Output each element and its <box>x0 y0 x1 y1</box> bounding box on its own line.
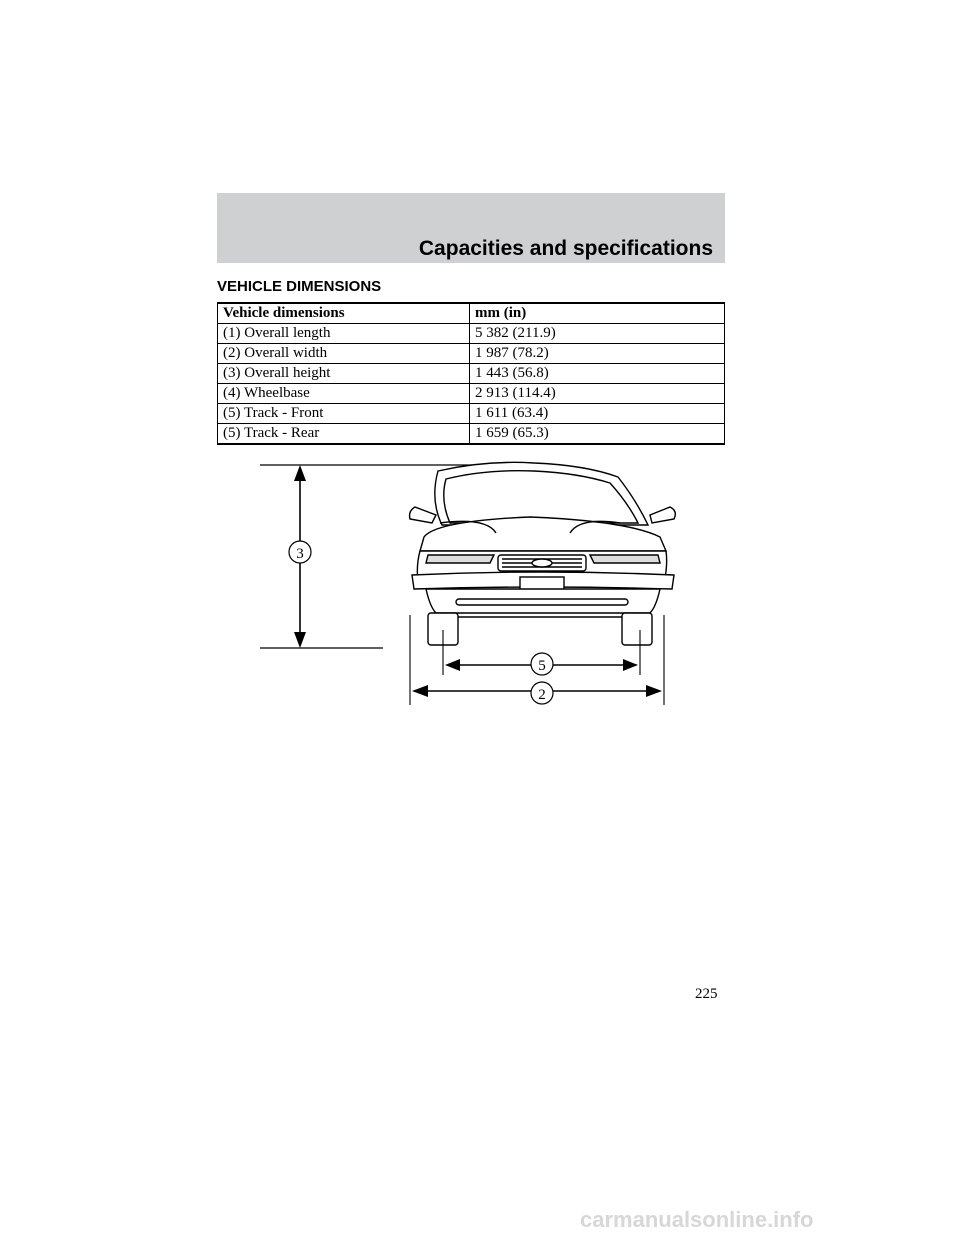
chapter-header-band <box>217 193 725 263</box>
row-value: 2 913 (114.4) <box>470 384 725 404</box>
chapter-title: Capacities and specifications <box>418 237 713 260</box>
column-header-value: mm (in) <box>470 303 725 324</box>
track-callout-label: 5 <box>538 658 546 674</box>
row-value: 1 443 (56.8) <box>470 364 725 384</box>
table-row <box>218 364 725 384</box>
vehicle-dimensions-table <box>217 302 725 445</box>
table-row <box>218 384 725 404</box>
section-title: VEHICLE DIMENSIONS <box>217 278 382 295</box>
watermark: carmanualsonline.info <box>580 1207 814 1232</box>
row-label: (1) Overall length <box>218 324 470 344</box>
column-header-dimension: Vehicle dimensions <box>218 303 470 324</box>
table-row <box>218 324 725 344</box>
table-header-row <box>218 303 725 324</box>
row-value: 1 611 (63.4) <box>470 404 725 424</box>
height-callout-label: 3 <box>296 546 304 562</box>
width-callout-label: 2 <box>538 687 546 703</box>
row-value: 5 382 (211.9) <box>470 324 725 344</box>
row-label: (4) Wheelbase <box>218 384 470 404</box>
row-value: 1 987 (78.2) <box>470 344 725 364</box>
vehicle-front-dimensions-diagram <box>250 455 690 715</box>
table-row <box>218 424 725 445</box>
row-value: 1 659 (65.3) <box>470 424 725 445</box>
row-label: (5) Track - Front <box>218 404 470 424</box>
page-number: 225 <box>695 986 718 1002</box>
table-row <box>218 344 725 364</box>
car-front-illustration <box>410 462 676 645</box>
table-row <box>218 404 725 424</box>
row-label: (2) Overall width <box>218 344 470 364</box>
row-label: (3) Overall height <box>218 364 470 384</box>
row-label: (5) Track - Rear <box>218 424 470 445</box>
